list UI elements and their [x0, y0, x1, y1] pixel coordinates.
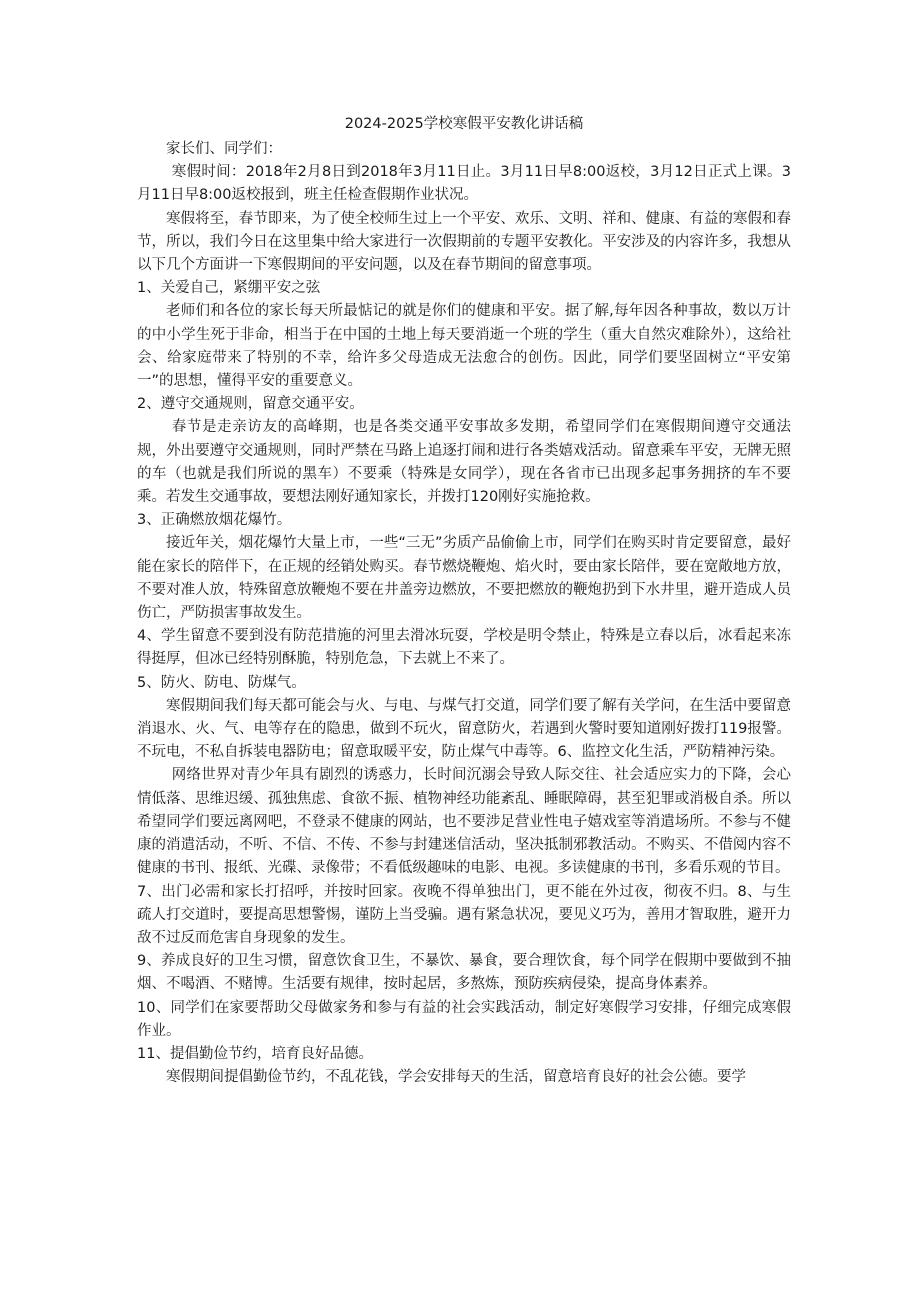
body-paragraph: 寒假时间：2018年2月8日到2018年3月11日止。3月11日早8:00返校，3月12日正式上课。3月11日早8:00返校报到，班主任检查假期作业状况。: [137, 164, 791, 204]
body-paragraph: 春节是走亲访友的高峰期，也是各类交通平安事故多发期，希望同学们在寒假期间遵守交通法规，外出要遵守交通规则，同时严禁在马路上追逐打闹和进行各类嬉戏活动。留意乘车平安，无牌无照的车（也就是我们所说的黑车）不要乘（特殊是女同学），现在各省市已出现多起事务拥挤的车不要乘。若发生交通事故，要想法刚好通知家长，并拨打120刚好实施抢救。: [137, 419, 791, 506]
section-heading: 10、同学们在家要帮助父母做家务和参与有益的社会实践活动，制定好寒假学习安排，仔细完成寒假作业。: [137, 999, 791, 1039]
body-paragraph: 寒假将至，春节即来，为了使全校师生过上一个平安、欢乐、文明、祥和、健康、有益的寒假和春节，所以，我们今日在这里集中给大家进行一次假期前的专题平安教化。平安涉及的内容许多，我想从以下几个方面讲一下寒假期间的平安问题，以及在春节期间的留意事项。: [137, 210, 791, 274]
section-heading: 5、防火、防电、防煤气。: [137, 674, 306, 691]
body-paragraph: 寒假期间提倡勤俭节约，不乱花钱，学会安排每天的生活，留意培育良好的社会公德。要学: [166, 1069, 746, 1086]
section-heading: 9、养成良好的卫生习惯，留意饮食卫生，不暴饮、暴食，要合理饮食，每个同学在假期中要做到不抽烟、不喝酒、不赌博。生活要有规律，按时起居，多熬炼，预防疾病侵染，提高身体素养。: [137, 953, 791, 993]
document-page: [137, 112, 791, 1089]
document-title: 2024-2025学校寒假平安教化讲话稿: [344, 116, 584, 132]
body-paragraph: 网络世界对青少年具有剧烈的诱惑力，长时间沉溺会导致人际交往、社会适应实力的下降，会心情低落、思维迟缓、孤独焦虑、食欲不振、植物神经功能紊乱、睡眠障碍，甚至犯罪或消极自杀。所以希望同学们要远离网吧，不登录不健康的网站，也不要涉足营业性电子嬉戏室等消遣场所。不参与不健康的消遣活动，不听、不信、不传、不参与封建迷信活动，坚决抵制邪教活动。不购买、不借阅内容不健康的书刊、报纸、光碟、录像带；不看低级趣味的电影、电视。多读健康的书刊，多看乐观的节目。: [137, 767, 791, 877]
section-heading: 4、学生留意不要到没有防范措施的河里去滑冰玩耍，学校是明令禁止，特殊是立春以后，冰看起来冻得挺厚，但冰已经特别酥脆，特别危急，下去就上不来了。: [137, 628, 791, 668]
section-heading: 3、正确燃放烟花爆竹。: [137, 512, 292, 529]
section-heading: 1、关爱自己，紧绷平安之弦: [137, 280, 321, 297]
section-heading: 7、出门必需和家长打招呼，并按时回家。夜晚不得单独出门，更不能在外过夜，彻夜不归。8、与生疏人打交道时，要提高思想警惕，谨防上当受骗。遇有紧急状况，要见义巧为，善用才智取胜，避开力敌不过反而危害自身现象的发生。: [137, 883, 791, 946]
body-paragraph: 寒假期间我们每天都可能会与火、与电、与煤气打交道，同学们要了解有关学问，在生活中要留意消退水、火、气、电等存在的隐患，做到不玩火，留意防火，若遇到火警时要知道刚好拨打119报警。不玩电，不私自拆装电器防电；留意取暖平安，防止煤气中毒等。6、监控文化生活，严防精神污染。: [137, 697, 791, 761]
body-paragraph: 接近年关，烟花爆竹大量上市，一些“三无”劣质产品偷偷上市，同学们在购买时肯定要留意，最好能在家长的陪伴下，在正规的经销处购买。春节燃烧鞭炮、焰火时，要由家长陪伴，要在宽敞地方放，不要对准人放，特殊留意放鞭炮不要在井盖旁边燃放，不要把燃放的鞭炮扔到下水井里，避开造成人员伤亡，严防损害事故发生。: [137, 535, 791, 622]
body-paragraph: 老师们和各位的家长每天所最惦记的就是你们的健康和平安。据了解,每年因各种事故，数以万计的中小学生死于非命，相当于在中国的土地上每天要消逝一个班的学生（重大自然灾难除外），这给社会、给家庭带来了特别的不幸，给许多父母造成无法愈合的创伤。因此，同学们要坚固树立“平安第一”的思想，懂得平安的重要意义。: [137, 303, 791, 390]
document-body: [137, 161, 791, 1089]
section-heading: 2、遵守交通规则，留意交通平安。: [137, 396, 364, 413]
greeting: 家长们、同学们：: [166, 141, 282, 157]
section-heading: 11、提倡勤俭节约，培育良好品德。: [137, 1045, 373, 1062]
